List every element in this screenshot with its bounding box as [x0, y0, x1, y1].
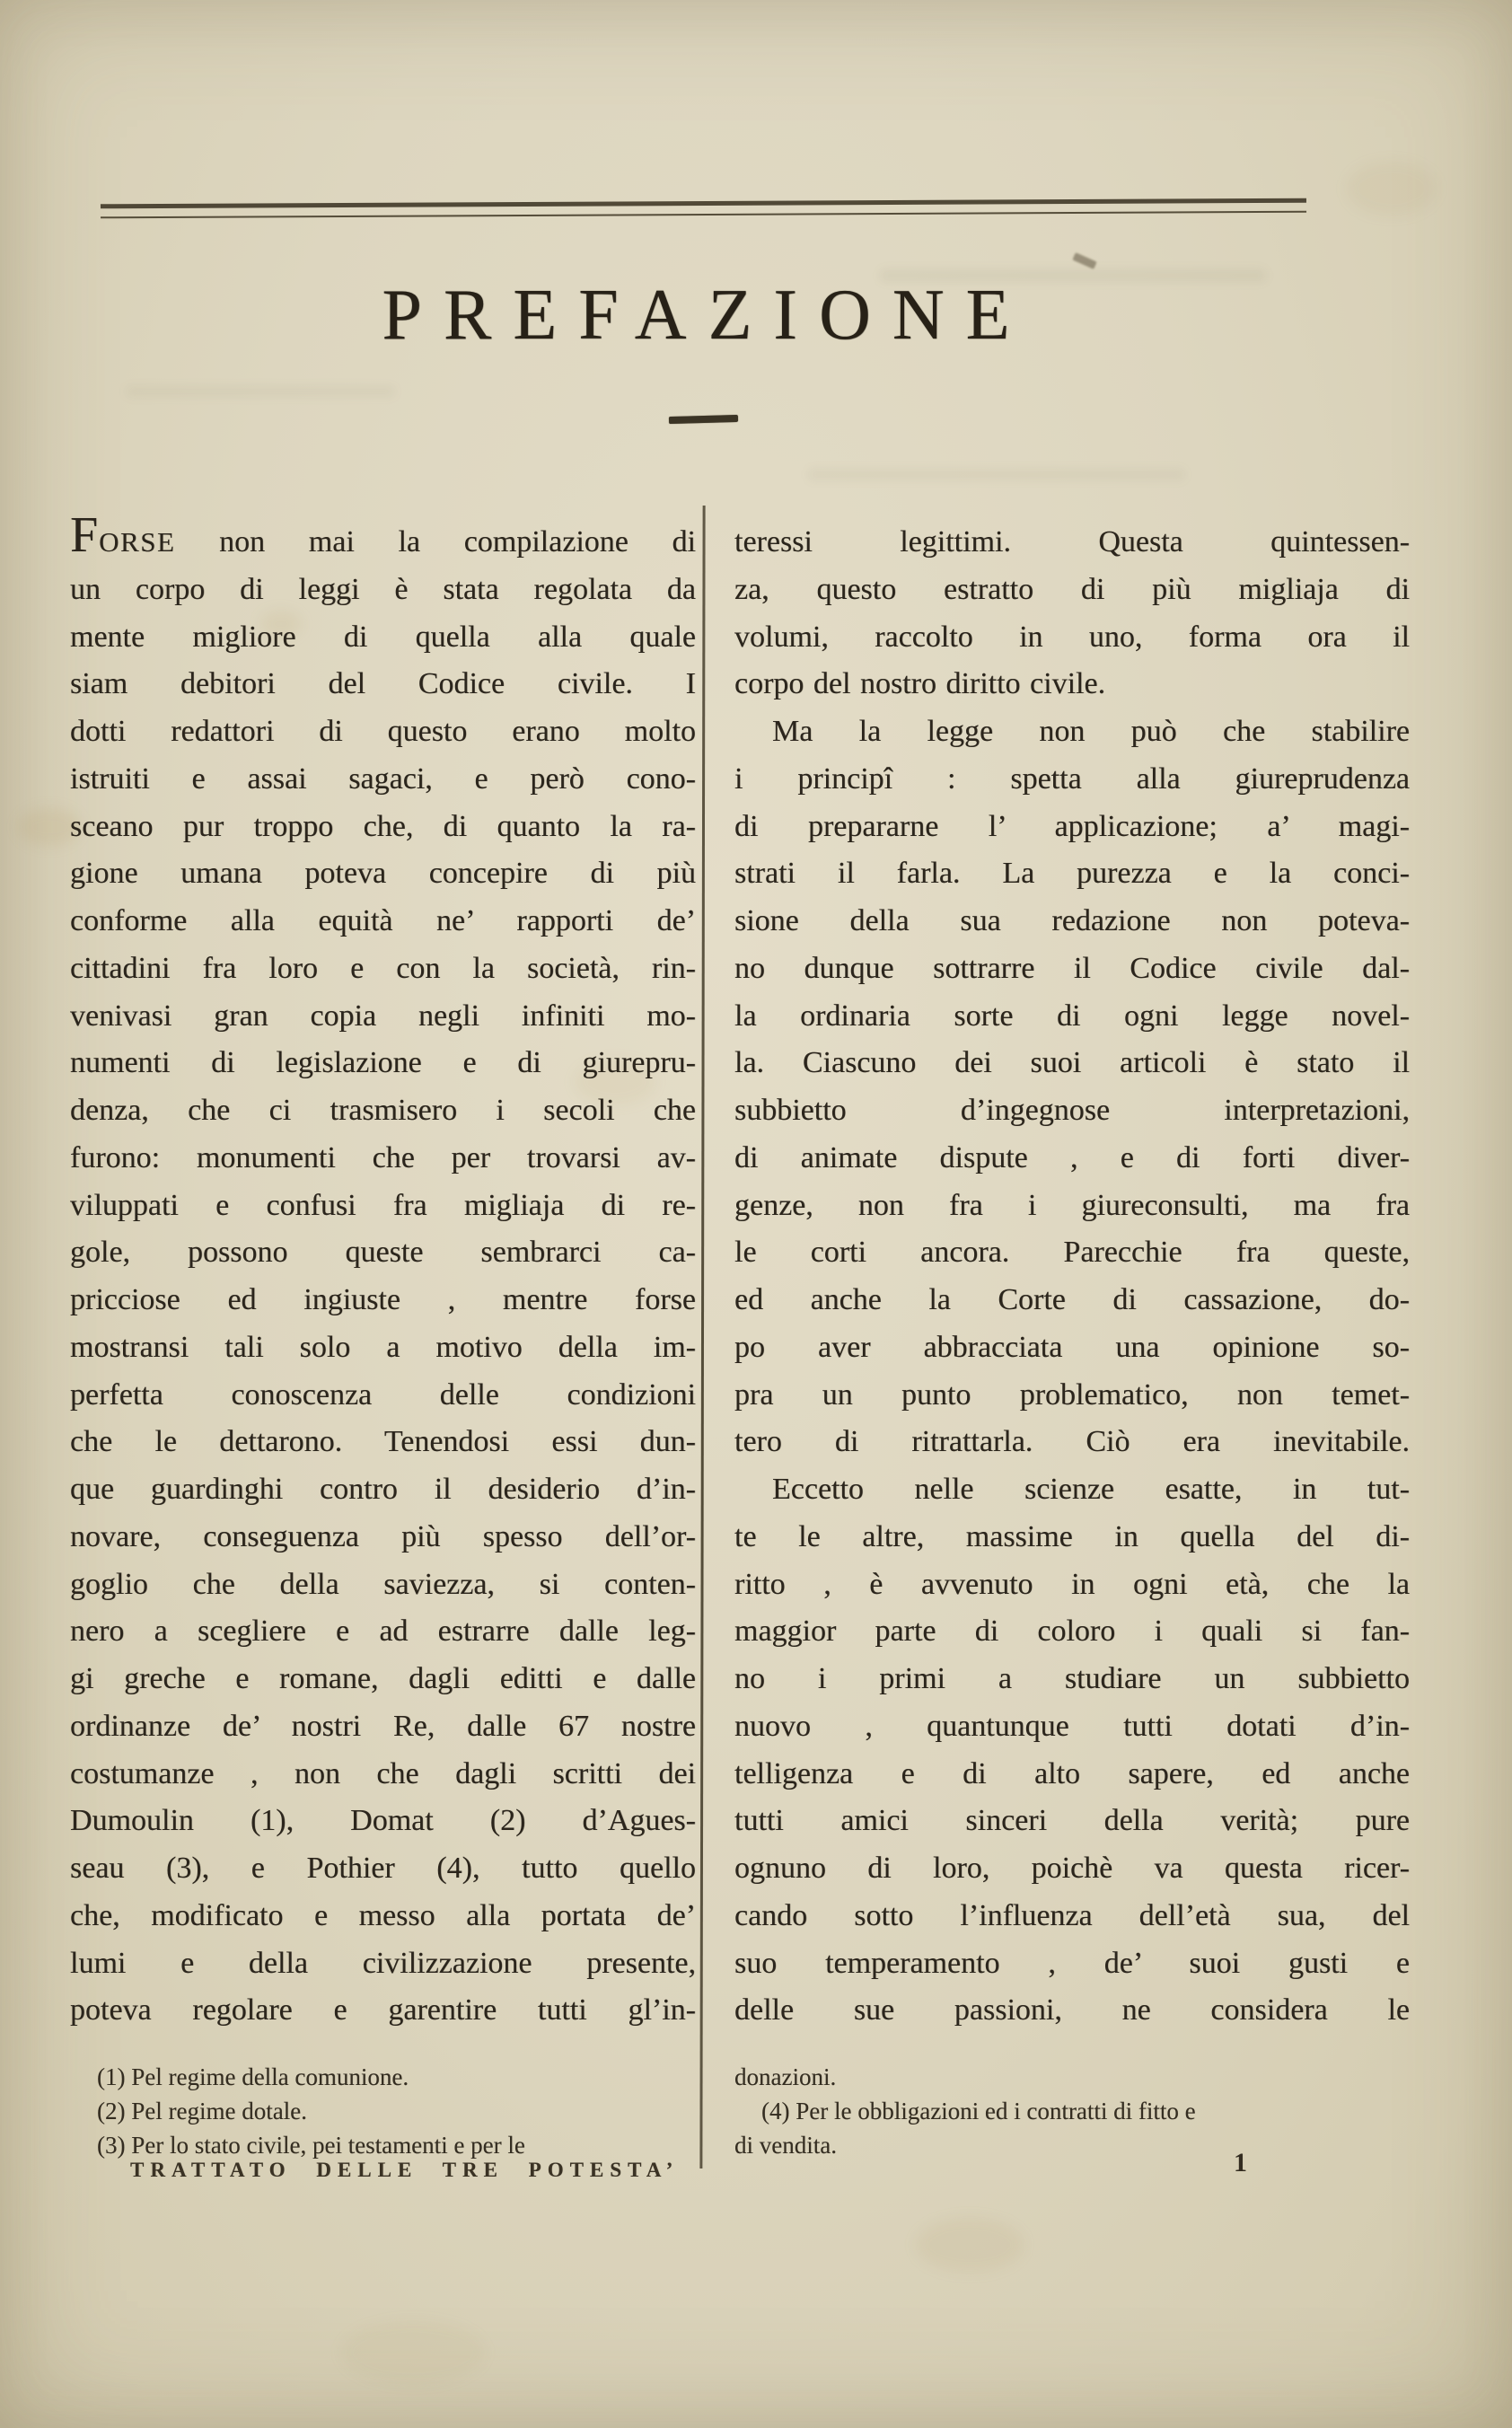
text-line: FORSE non mai la compilazione di: [70, 507, 696, 563]
text-line: denza, che ci trasmisero i secoli che: [70, 1094, 696, 1127]
text-line: pra un punto problematico, non temet-: [734, 1377, 1410, 1412]
text-column-left: [70, 507, 696, 2035]
text-line: cando sotto l’influenza dell’età sua, del: [734, 1898, 1410, 1932]
text-line: seau (3), e Pothier (4), tutto quello: [70, 1852, 696, 1885]
small-caps: ORSE: [99, 526, 176, 558]
text-line: viluppati e confusi fra migliaja di re-: [70, 1188, 696, 1222]
signature-line: TRATTATO DELLE TRE POTESTA’: [130, 2159, 680, 2181]
text-line: di prepararne l’ applicazione; a’ magi-: [734, 809, 1410, 843]
text-line: furono: monumenti che per trovarsi av-: [70, 1140, 696, 1174]
text-line: perfetta conoscenza delle condizioni: [70, 1377, 696, 1412]
footnote-section-left: [70, 2060, 696, 2162]
text-line: ordinanze de’ nostri Re, dalle 67 nostre: [70, 1709, 696, 1743]
text-line: siam debitori del Codice civile. I: [70, 667, 696, 701]
text-line: nero a scegliere e ad estrarre dalle leg-: [70, 1614, 696, 1649]
text-line: ritto , è avvenuto in ogni età, che la: [734, 1567, 1410, 1601]
text-line: conforme alla equità ne’ rapporti de’: [70, 904, 696, 937]
stain: [1347, 162, 1437, 216]
text-line: che le dettarono. Tenendosi essi dun-: [70, 1425, 696, 1459]
text-line: Ma la legge non può che stabilire: [772, 715, 1410, 748]
text-line: subbietto d’ingegnose interpretazioni,: [734, 1094, 1410, 1127]
text-line: novare, conseguenza più spesso dell’or-: [70, 1519, 696, 1553]
page-title: PREFAZIONE: [382, 276, 1032, 355]
text-line: donazioni.: [734, 2063, 837, 2090]
text-line: tero di ritrattarla. Ciò era inevitabile.: [734, 1425, 1410, 1459]
text-line: strati il farla. La purezza e la conci-: [734, 857, 1410, 891]
text-line: suo temperamento , de’ suoi gusti e: [734, 1946, 1410, 1980]
text-line: sione della sua redazione non poteva-: [734, 904, 1410, 937]
ink-mark: [1072, 252, 1096, 269]
text-line: la. Ciascuno dei suoi articoli è stato il: [734, 1046, 1410, 1080]
text-line: corpo del nostro diritto civile.: [734, 667, 1106, 701]
text-line: mente migliore di quella alla quale: [70, 620, 696, 654]
text-line: i principî : spetta alla giureprudenza: [734, 761, 1410, 796]
text-line: Eccetto nelle scienze esatte, in tut-: [772, 1473, 1410, 1506]
text-line: (1) Pel regime della comunione.: [97, 2063, 409, 2090]
text-line: istruiti e assai sagaci, e però cono-: [70, 761, 696, 796]
text-line: la ordinaria sorte di ogni legge novel-: [734, 998, 1410, 1033]
text-line: di animate dispute , e di forti diver-: [734, 1140, 1410, 1174]
text-line: delle sue passioni, ne considera le: [734, 1993, 1410, 2028]
text-line: di vendita.: [734, 2132, 837, 2159]
column-divider-rule: [699, 506, 705, 2168]
text-line: costumanze , non che dagli scritti dei: [70, 1756, 696, 1790]
header-double-rule: [101, 198, 1306, 219]
text-line: maggior parte di coloro i quali si fan-: [734, 1614, 1410, 1649]
text-line: gole, possono queste sembrarci ca-: [70, 1236, 696, 1270]
text-line: che, modificato e messo alla portata de’: [70, 1898, 696, 1932]
text-line: le corti ancora. Parecchie fra queste,: [734, 1236, 1410, 1270]
text-line: tutti amici sinceri della verità; pure: [734, 1804, 1410, 1838]
text-line: teressi legittimi. Questa quintessen-: [734, 525, 1410, 559]
text-line: za, questo estratto di più migliaja di: [734, 572, 1410, 606]
text-line: sceano pur troppo che, di quanto la ra-: [70, 809, 696, 843]
text-line: dotti redattori di questo erano molto: [70, 715, 696, 748]
footnote-section-right: [734, 2060, 1410, 2162]
text-line: genze, non fra i giureconsulti, ma fra: [734, 1188, 1410, 1222]
text-line: cittadini fra loro e con la società, rin-: [70, 951, 696, 985]
text-line: te le altre, massime in quella del di-: [734, 1519, 1410, 1553]
stain: [916, 2218, 1024, 2272]
drop-cap: F: [70, 507, 100, 563]
bleedthrough-ghost: [808, 469, 1185, 480]
text-line: telligenza e di alto sapere, ed anche: [734, 1756, 1410, 1790]
text-line: volumi, raccolto in uno, forma ora il: [734, 620, 1410, 654]
text-line: no dunque sottrarre il Codice civile dal-: [734, 951, 1410, 985]
text-line: mostransi tali solo a motivo della im-: [70, 1330, 696, 1364]
text-line: un corpo di leggi è stata regolata da: [70, 572, 696, 606]
text-line: po aver abbracciata una opinione so-: [734, 1330, 1410, 1364]
text-line: (4) Per le obbligazioni ed i contratti di fitto e: [761, 2098, 1196, 2124]
text-line: goglio che della saviezza, si conten-: [70, 1567, 696, 1601]
text-line: lumi e della civilizzazione presente,: [70, 1946, 696, 1980]
text-line: (2) Pel regime dotale.: [97, 2098, 307, 2124]
text-line: gi greche e romane, dagli editti e dalle: [70, 1662, 696, 1695]
text-line: venivasi gran copia negli infiniti mo-: [70, 998, 696, 1033]
text-line: pricciose ed ingiuste , mentre forse: [70, 1283, 696, 1316]
page-number: 1: [1234, 2148, 1247, 2177]
text-line: Dumoulin (1), Domat (2) d’Agues-: [70, 1804, 696, 1838]
text-line: que guardinghi contro il desiderio d’in-: [70, 1473, 696, 1506]
title-divider-dash: [669, 415, 738, 424]
text-line: poteva regolare e garentire tutti gl’in-: [70, 1993, 696, 2028]
text-column-right: [734, 519, 1410, 2035]
stain: [341, 2321, 485, 2384]
text-line: no i primi a studiare un subbietto: [734, 1662, 1410, 1695]
text-line: nuovo , quantunque tutti dotati d’in-: [734, 1709, 1410, 1743]
text-line: ognuno di loro, poichè va questa ricer-: [734, 1852, 1410, 1885]
text-line: (3) Per lo stato civile, pei testamenti e per le: [97, 2132, 525, 2159]
text-line: numenti di legislazione e di giurepru-: [70, 1046, 696, 1080]
bleedthrough-ghost: [126, 386, 395, 397]
text-line: ed anche la Corte di cassazione, do-: [734, 1283, 1410, 1316]
text-line: gione umana poteva concepire di più: [70, 857, 696, 891]
